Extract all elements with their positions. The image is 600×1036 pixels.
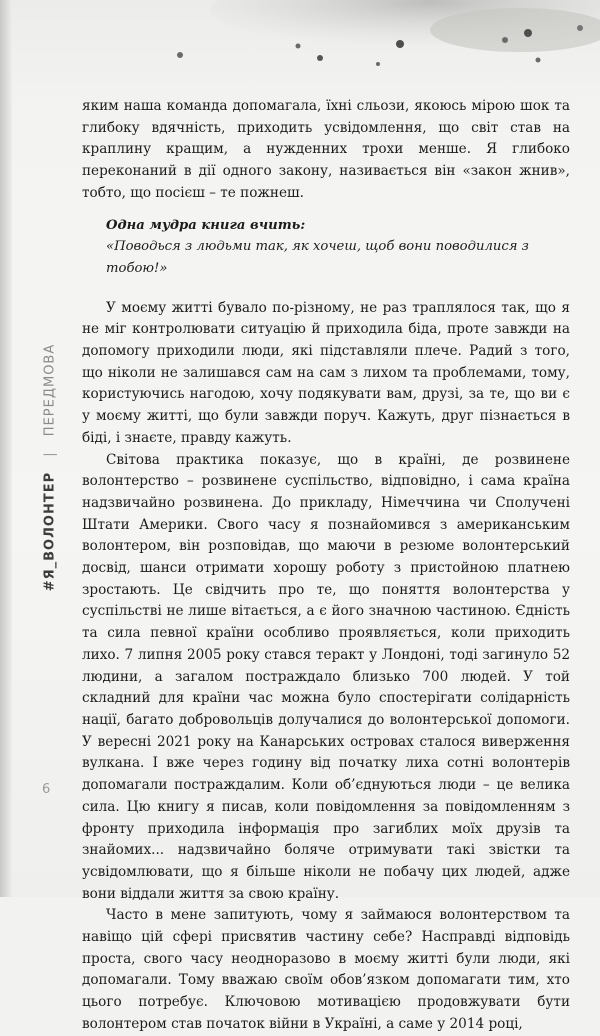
epigraph-quote (82, 215, 570, 280)
paragraph-4: Часто в мене запитують, чому я займаюся волонтерством та навіщо цій сфері присвятив частину себе? Насправді відповідь проста, свого часу неодноразово в моєму житті були люди, які допомагали. Тому вважаю своїм обов’язком допомагати тим, хто цього потребує. Ключовою мотивацією продовжувати бути волонтером став початок війни в Україні, а саме у 2014 році, (82, 907, 570, 1032)
paragraph-1: яким наша команда допомагала, їхні сльози, якоюсь мірою шок та глибоку вдячність, приходить усвідомлення, що світ став на краплину кращим, а нужденних трохи менше. Я глибоко переконаний в дії одного закону, називається він «закон жнив», тобто, що посієш – те пожнеш. (82, 98, 570, 201)
section-title: ПЕРЕДМОВА (42, 343, 58, 437)
quote-intro: Одна мудра книга вчить: (106, 217, 306, 233)
page-edge-shadow (0, 0, 12, 897)
ink-splash-decoration (170, 0, 600, 80)
running-head (30, 100, 70, 800)
quote-text: «Поводься з людьми так, як хочеш, щоб вони поводилися з тобою!» (106, 239, 529, 276)
paragraph-2: У моєму житті бувало по-різному, не раз траплялося так, що я не міг контролювати ситуацію й приходила біда, проте завжди на допомогу приходили люди, які підставляли плече. Радий з того, що ніколи не залишався сам на сам з лихом та проблемами, тому, користуючись нагодою, хочу подякувати вам, друзі, за те, що ви є у моєму житті, що були завжди поруч. Кажуть, друг пізнається в біді, і знаєте, правду кажуть. (82, 299, 570, 446)
running-head-separator: | (42, 451, 58, 457)
book-tag: #Я_ВОЛОНТЕР (42, 471, 58, 592)
main-text (82, 96, 570, 1036)
paragraph-3: Світова практика показує, що в країні, де розвинене волонтерство – розвинене суспільство, відповідно, і сама країна надзвичайно розвинена. До прикладу, Німеччина чи Сполучені Штати Америки. Свого часу я познайомився з американським волонтером, він розповідав, що маючи в резюме волонтерський досвід, шанси отримати хорошу роботу з пристойною платнею зростають. Це свідчить про те, що поняття волонтерства у суспільстві не лише вітається, а є його значною частиною. Єдність та сила певної країни особливо проявляється, коли приходить лихо. 7 липня 2005 року стався теракт у Лондоні, тоді загинуло 52 людини, а загалом постраждало близько 700 людей. У той складний для країни час можна було спостерігати солідарність нації, багато добровольців долучалися до волонтерської допомоги. У вересні 2021 року на Канарських островах сталося виверження вулкана. І вже через годину від початку лиха сотні волонтерів допомагали постраждалим. Коли об’єднуються люди – це велика сила. Цю книгу я писав, коли повідомлення за повідомленням з фронту приходила інформація про загиблих моїх друзів та знайомих... надзвичайно боляче отримувати такі звістки та усвідомлювати, що я більше ніколи не побачу цих людей, адже вони віддали життя за свою країну. (82, 451, 570, 902)
page-number: 6 (42, 782, 51, 797)
